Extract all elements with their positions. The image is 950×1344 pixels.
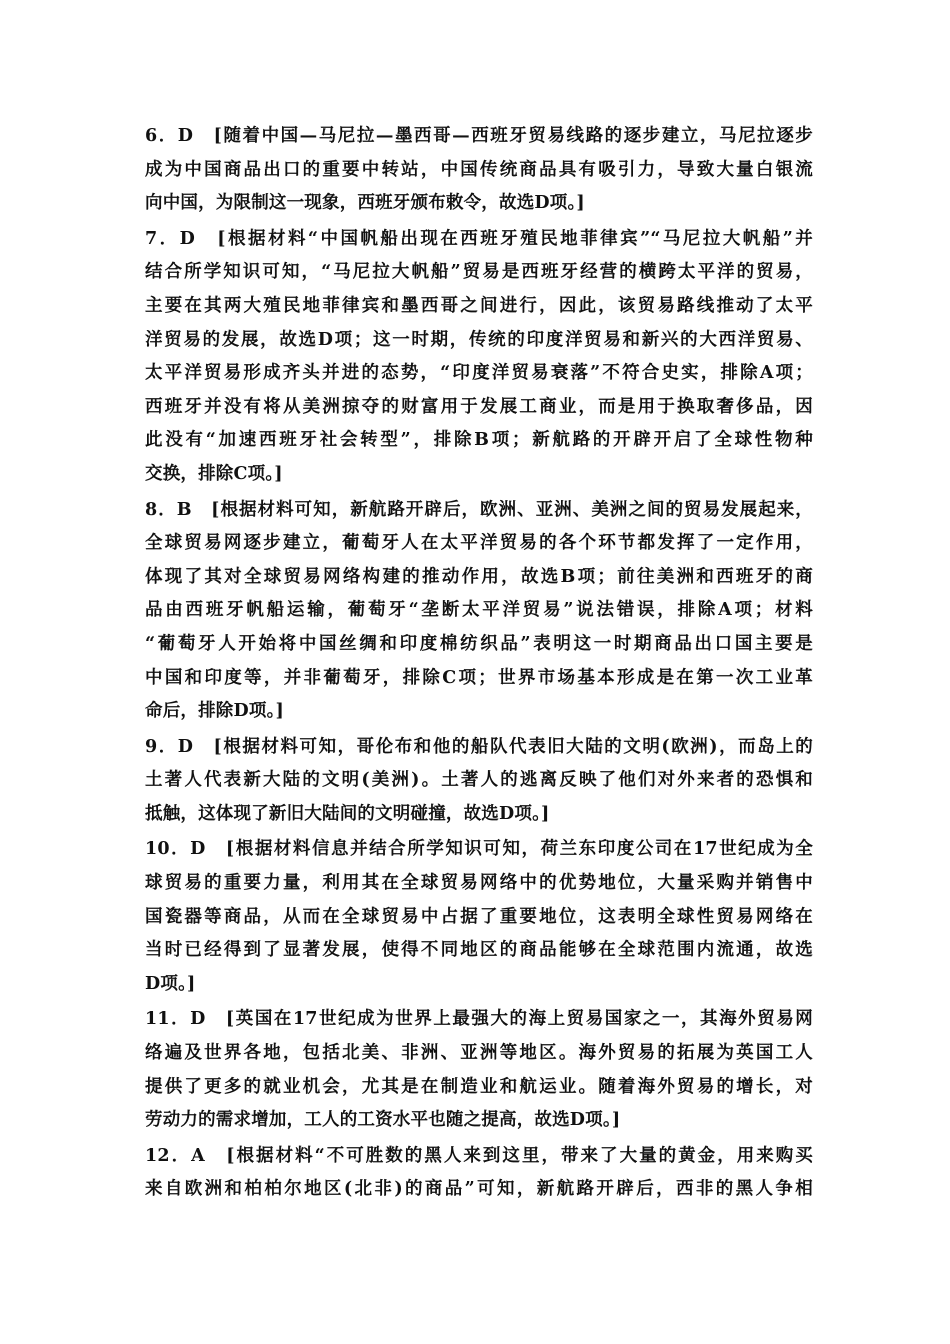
text-line: 9．D [根据材料可知，哥伦布和他的船队代表旧大陆的文明(欧洲)，而岛上的 [145,736,813,757]
text-line: 7．D [根据材料“中国帆船出现在西班牙殖民地菲律宾”“马尼拉大帆船”并 [145,228,813,249]
text-line: 络遍及世界各地，包括北美、非洲、亚洲等地区。海外贸易的拓展为英国工人 [145,1043,813,1064]
text-line: 10．D [根据材料信息并结合所学知识可知，荷兰东印度公司在17世纪成为全 [145,839,813,860]
answer-10 [145,833,813,1001]
text-line: 国瓷器等商品，从而在全球贸易中占据了重要地位，这表明全球性贸易网络在 [145,906,813,927]
text-line: 11．D [英国在17世纪成为世界上最强大的海上贸易国家之一，其海外贸易网 [145,1009,813,1030]
text-line: 中国和印度等，并非葡萄牙，排除C项；世界市场基本形成是在第一次工业革 [145,667,813,688]
text-line: 主要在其两大殖民地菲律宾和墨西哥之间进行，因此，该贸易路线推动了太平 [145,295,813,316]
text-line: 太平洋贸易形成齐头并进的态势，“印度洋贸易衰落”不符合史实，排除A项； [145,363,813,384]
answer-9 [145,731,813,832]
text-line: 劳动力的需求增加，工人的工资水平也随之提高，故选D项。] [145,1110,621,1131]
answer-6 [145,120,813,221]
text-line: 8．B [根据材料可知，新航路开辟后，欧洲、亚洲、美洲之间的贸易发展起来， [145,499,813,520]
text-line: 抵触，这体现了新旧大陆间的文明碰撞，故选D项。] [145,803,550,824]
text-line: 6．D [随着中国—马尼拉—墨西哥—西班牙贸易线路的逐步建立，马尼拉逐步 [145,126,813,146]
text-line: 土著人代表新大陆的文明(美洲)。土著人的逃离反映了他们对外来者的恐惧和 [145,770,813,791]
answer-7 [145,223,813,492]
text-line: 提供了更多的就业机会，尤其是在制造业和航运业。随着海外贸易的增长，对 [145,1076,813,1097]
answer-11 [145,1003,813,1137]
answer-12 [145,1140,813,1207]
text-line: 球贸易的重要力量，利用其在全球贸易网络中的优势地位，大量采购并销售中 [145,873,813,894]
text-line: 全球贸易网逐步建立，葡萄牙人在太平洋贸易的各个环节都发挥了一定作用， [145,533,813,554]
text-line: 结合所学知识可知，“马尼拉大帆船”贸易是西班牙经营的横跨太平洋的贸易， [145,262,813,283]
text-line: 当时已经得到了显著发展，使得不同地区的商品能够在全球范围内流通，故选 [145,940,813,961]
text-line: 命后，排除D项。] [145,701,285,722]
text-line: 西班牙并没有将从美洲掠夺的财富用于发展工商业，而是用于换取奢侈品，因 [145,396,813,417]
text-line: 12．A [根据材料“不可胜数的黑人来到这里，带来了大量的黄金，用来购买 [145,1145,813,1166]
text-line: 交换，排除C项。] [145,463,283,484]
text-line: 体现了其对全球贸易网络构建的推动作用，故选B项；前往美洲和西班牙的商 [145,566,813,587]
text-line: D项。] [145,973,196,994]
text-line: 品由西班牙帆船运输，葡萄牙“垄断太平洋贸易”说法错误，排除A项；材料 [145,600,813,621]
text-line: 洋贸易的发展，故选D项；这一时期，传统的印度洋贸易和新兴的大西洋贸易、 [145,329,813,350]
answer-explanations [145,120,813,1209]
text-line: 成为中国商品出口的重要中转站，中国传统商品具有吸引力，导致大量白银流 [145,159,813,180]
answer-8 [145,494,813,729]
text-line: “葡萄牙人开始将中国丝绸和印度棉纺织品”表明这一时期商品出口国主要是 [145,633,813,654]
text-line: 此没有“加速西班牙社会转型”，排除B项；新航路的开辟开启了全球性物种 [145,430,813,451]
text-line: 向中国，为限制这一现象，西班牙颁布敕令，故选D项。] [145,193,585,214]
text-line: 来自欧洲和柏柏尔地区(北非)的商品”可知，新航路开辟后，西非的黑人争相 [145,1179,813,1200]
